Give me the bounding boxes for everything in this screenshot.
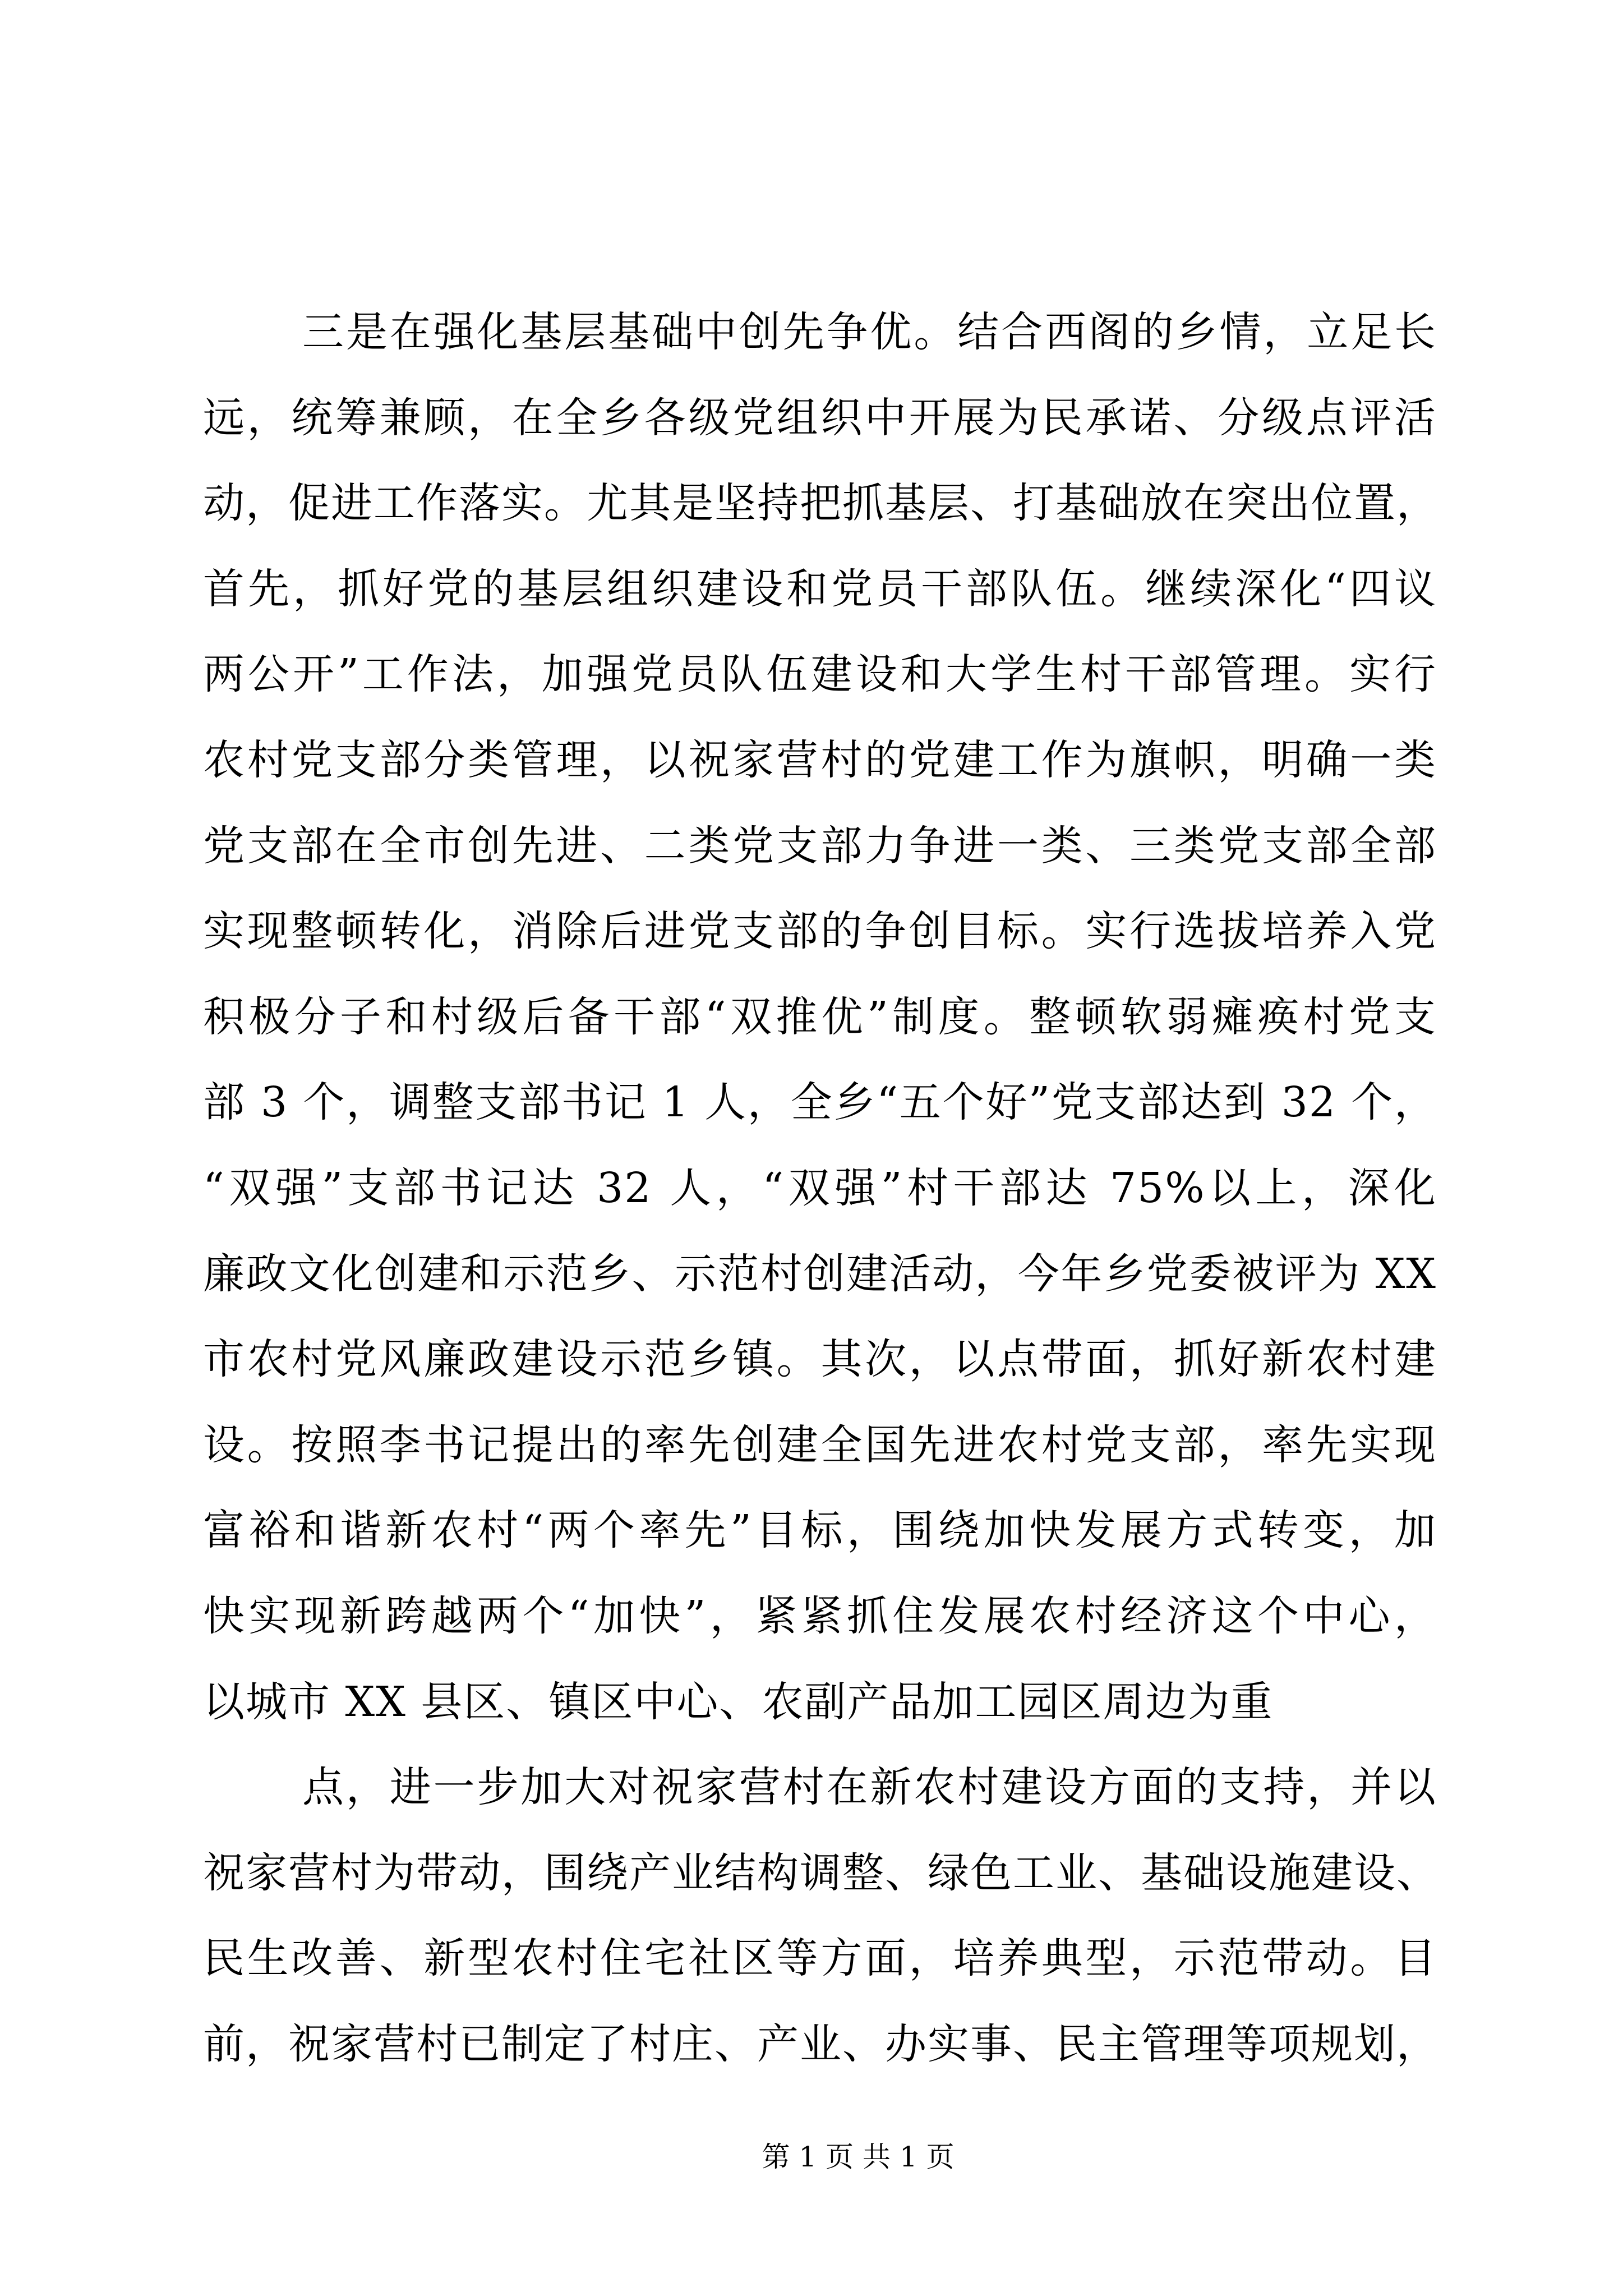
- text-line: 积极分子和村级后备干部“双推优”制度。整顿软弱瘫痪村党支: [203, 992, 1437, 1041]
- page-footer: 第 1 页 共 1 页: [762, 2141, 955, 2173]
- paragraph-2: [203, 1745, 1437, 2087]
- text-line: 点，进一步加大对祝家营村在新农村建设方面的支持，并以: [302, 1763, 1437, 1812]
- text-line: 富裕和谐新农村“两个率先”目标，围绕加快发展方式转变，加: [203, 1506, 1437, 1555]
- text-line: 三是在强化基层基础中创先争优。结合西阁的乡情，立足长: [302, 308, 1437, 356]
- text-line: 党支部在全市创先进、二类党支部力争进一类、三类党支部全部: [203, 821, 1437, 870]
- text-line: 设。按照李书记提出的率先创建全国先进农村党支部，率先实现: [203, 1420, 1437, 1469]
- text-line: 部 3 个，调整支部书记 1 人，全乡“五个好”党支部达到 32 个，: [203, 1078, 1437, 1127]
- paragraph-1: [203, 289, 1437, 1745]
- text-line: 以城市 XX 县区、镇区中心、农副产品加工园区周边为重: [203, 1677, 1274, 1726]
- text-line: 快实现新跨越两个“加快”，紧紧抓住发展农村经济这个中心，: [203, 1591, 1437, 1640]
- text-line: 实现整顿转化，消除后进党支部的争创目标。实行选拔培养入党: [203, 907, 1437, 956]
- text-line: 农村党支部分类管理，以祝家营村的党建工作为旗帜，明确一类: [203, 735, 1437, 784]
- text-line: “双强”支部书记达 32 人，“双强”村干部达 75%以上，深化: [203, 1163, 1437, 1212]
- body-text: [203, 289, 1437, 2087]
- text-line: 远，统筹兼顾，在全乡各级党组织中开展为民承诺、分级点评活: [203, 393, 1437, 442]
- text-line: 动，促进工作落实。尤其是坚持把抓基层、打基础放在突出位置，: [203, 479, 1439, 528]
- text-line: 两公开”工作法，加强党员队伍建设和大学生村干部管理。实行: [203, 650, 1437, 699]
- text-line: 市农村党风廉政建设示范乡镇。其次，以点带面，抓好新农村建: [203, 1335, 1437, 1384]
- text-line: 廉政文化创建和示范乡、示范村创建活动，今年乡党委被评为 XX: [203, 1249, 1437, 1298]
- text-line: 民生改善、新型农村住宅社区等方面，培养典型，示范带动。目: [203, 1934, 1437, 1983]
- text-line: 首先，抓好党的基层组织建设和党员干部队伍。继续深化“四议: [203, 564, 1437, 613]
- text-line: 祝家营村为带动，围绕产业结构调整、绿色工业、基础设施建设、: [203, 1848, 1439, 1897]
- text-line: 前，祝家营村已制定了村庄、产业、办实事、民主管理等项规划，: [203, 2019, 1439, 2068]
